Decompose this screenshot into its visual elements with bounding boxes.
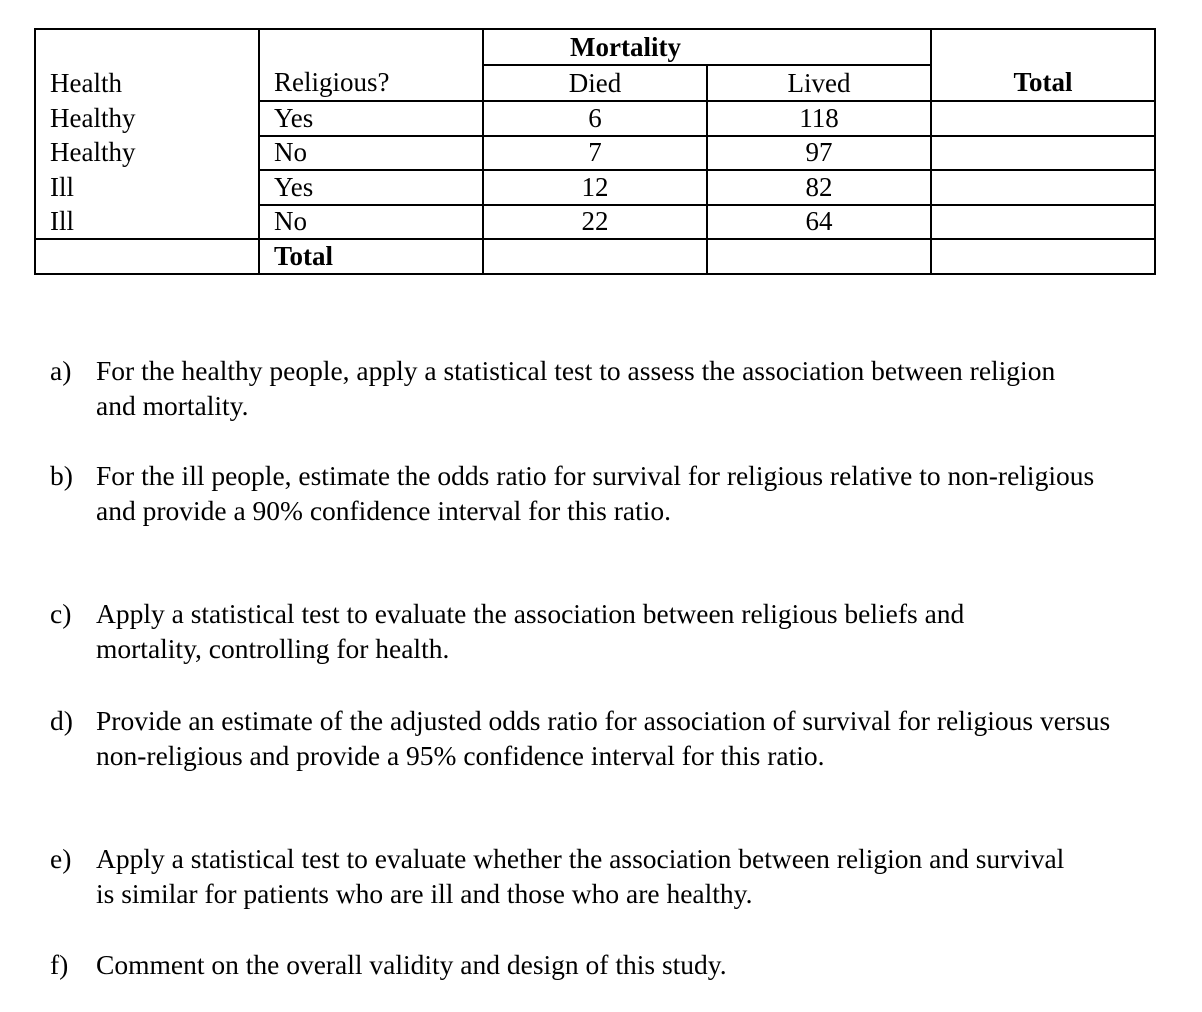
question-text: Comment on the overall validity and design of this study. — [96, 949, 727, 980]
table-cell-empty — [483, 239, 707, 274]
table-cell-empty — [35, 29, 259, 65]
cell-died: 22 — [483, 205, 707, 240]
cell-lived: 82 — [707, 170, 931, 205]
cell-health: Ill — [35, 205, 259, 240]
col-header-lived: Lived — [707, 65, 931, 101]
cell-lived: 118 — [707, 101, 931, 136]
table-cell-empty — [707, 239, 931, 274]
question-letter: c) — [50, 598, 72, 629]
table-cell-empty — [931, 29, 1155, 65]
question-letter: a) — [50, 355, 72, 386]
cell-religious: No — [259, 136, 483, 171]
question-letter: d) — [50, 705, 73, 736]
question-text: Provide an estimate of the adjusted odds ratio for association of survival for religious versus non-religious and provide a 95% confidence interval for this ratio. — [96, 705, 1111, 771]
table-total-row — [35, 239, 1155, 274]
table-cell-empty — [931, 239, 1155, 274]
cell-total — [931, 101, 1155, 136]
cell-died: 7 — [483, 136, 707, 171]
total-row-label: Total — [259, 239, 483, 274]
table-row — [35, 170, 1155, 205]
question-text: Apply a statistical test to evaluate the association between religious beliefs and mortality, controlling for health. — [96, 598, 965, 664]
cell-total — [931, 136, 1155, 171]
cell-religious: No — [259, 205, 483, 240]
cell-lived: 64 — [707, 205, 931, 240]
table-row — [35, 205, 1155, 240]
cell-religious: Yes — [259, 170, 483, 205]
table-header-row-mortality — [35, 29, 1155, 65]
question-letter: b) — [50, 460, 73, 491]
cell-health: Healthy — [35, 101, 259, 136]
cell-health: Ill — [35, 170, 259, 205]
table-cell-empty — [259, 29, 483, 65]
col-header-health: Health — [35, 65, 259, 101]
table-header-row — [35, 65, 1155, 101]
cell-lived: 97 — [707, 136, 931, 171]
cell-total — [931, 170, 1155, 205]
col-header-total: Total — [931, 65, 1155, 101]
cell-died: 6 — [483, 101, 707, 136]
cell-religious: Yes — [259, 101, 483, 136]
table-row — [35, 101, 1155, 136]
mortality-header: Mortality — [483, 29, 931, 65]
mortality-table — [34, 28, 1156, 275]
table-row — [35, 136, 1155, 171]
table-cell-empty — [35, 239, 259, 274]
col-header-died: Died — [483, 65, 707, 101]
question-text: For the healthy people, apply a statistical test to assess the association between religion and mortality. — [96, 355, 1056, 421]
question-letter: f) — [50, 949, 69, 980]
cell-died: 12 — [483, 170, 707, 205]
col-header-religious: Religious? — [259, 65, 483, 101]
question-text: For the ill people, estimate the odds ratio for survival for religious relative to non-religious and provide a 90% confidence interval for this ratio. — [96, 460, 1095, 526]
question-letter: e) — [50, 843, 72, 874]
cell-total — [931, 205, 1155, 240]
cell-health: Healthy — [35, 136, 259, 171]
question-text: Apply a statistical test to evaluate whether the association between religion and survival is similar for patients who are ill and those who are healthy. — [96, 843, 1065, 909]
